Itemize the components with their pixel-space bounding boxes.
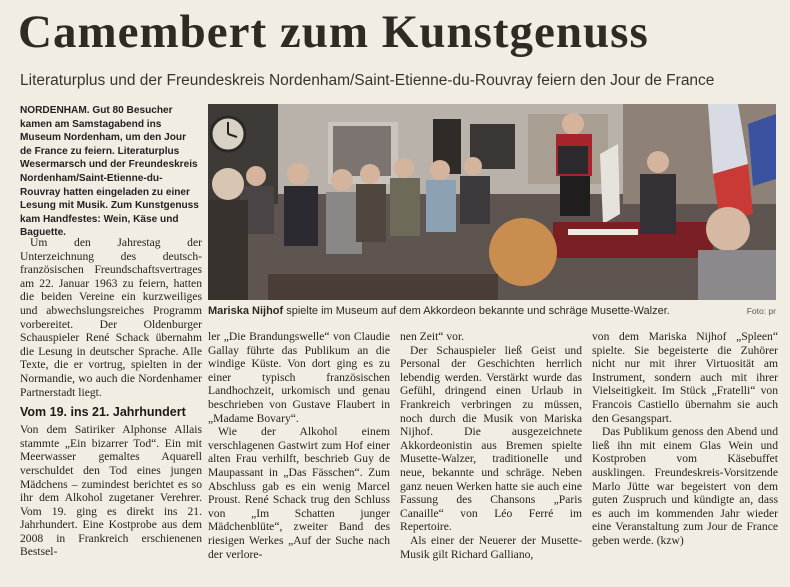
body-paragraph: Von dem Satiriker Alphonse Allais stammte „Ein bizarrer Tod“. Ein mit Meerwasser gemaltes Aquarell verschuldet den Tod eines jungen Mädchens – zumindest berichtet es so ihr dem Alkohol zugetaner Verehrer. Vom 19. ging es direkt ins 21. Jahrhundert. Eine Kostprobe aus dem 2008 in Frankreich erschienenen Bestsel- — [20, 423, 202, 559]
body-paragraph: von dem Mariska Nijhof „Spleen“ spielte. Sie begeisterte die Zuhörer nicht nur mit ihrer Virtuosität am Instrument, sondern auch mit ihrer Vielseitigkeit. Im Stück „Fratelli“ von Francois Castiello übernahm sie auch den Gesangspart. — [592, 330, 778, 425]
caption-text: spielte im Museum auf dem Akkordeon bekannte und schräge Musette-Walzer. — [283, 305, 670, 317]
caption-name: Mariska Nijhof — [208, 305, 284, 317]
body-paragraph: ler „Die Brandungswelle“ von Claudie Gallay führte das Publikum an die windige Küste. Von dort ging es zu einer typisch französischen Landhochzeit, urkomisch und genau beschrieben von Gustave Flaubert in „Madame Bovary“. — [208, 330, 390, 425]
body-paragraph: Das Publikum genoss den Abend und ließ ihn mit einem Glas Wein und Kostproben vom Käsebuffet ausklingen. Freundeskreis-Vorsitzende Marlo Jütte war begeistert von dem guten Zuspruch und kündigte an, dass es auch im kommenden Jahr wieder eine Veranstaltung zum Jour de France geben werde. (kzw) — [592, 425, 778, 547]
photo-credit: Foto: pr — [746, 306, 776, 316]
subheadline: Literaturplus und der Freundeskreis Nordenham/Saint-Etienne-du-Rouvray feiern den Jour de France — [20, 72, 715, 89]
concert-photo — [208, 104, 776, 300]
body-paragraph: nen Zeit“ vor. — [400, 330, 465, 343]
body-paragraph: Der Schauspieler ließ Geist und Personal der Geschichten herrlich lebendig werden. Verstärkt wurde das Gefühl, dringend einen Urlaub in Frankreich verbringen zu müssen, noch durch die Musik von Mariska Nijhof. Die ausgezeichnete Akkordeonistin aus Bremen spielte Musette-Walzer, traditionelle und neue, bekannte und schräge. Neben ganz neuen Werken hatte sie auch eine Fassung des Chansons „Paris Canaille“ von Léo Ferré im Repertoire. — [400, 343, 582, 534]
body-paragraph: Wie der Alkohol einem verschlagenen Gastwirt zum Hof einer alten Frau verhilft, beschrieb Guy de Maupassant in „Das Fässchen“. Zum Abschluss gab es ein wenig Marcel Proust. René Schack trug den Schluss von „Im Schatten junger Mädchenblüte“, zweiter Band des riesigen Werkes „Auf der Suche nach der verlore- — [208, 425, 390, 561]
column-3 — [400, 330, 582, 561]
intro-paragraph: NORDENHAM. Gut 80 Besucher kamen am Samstagabend ins Museum Nordenham, um den Jour de France zu feiern. Literaturplus Wesermarsch und der Freundeskreis Nordenham/Saint-Etienne-du-Rouvray hatten eingeladen zu einer Lesung mit Musik. Zum Kunstgenuss kam Handfestes: Wein, Käse und Baguette. — [20, 105, 199, 239]
photo-caption — [208, 304, 776, 318]
column-2 — [208, 330, 390, 561]
section-subtitle: Vom 19. ins 21. Jahrhundert — [20, 405, 186, 420]
column-4 — [592, 330, 778, 548]
article-photo — [208, 104, 776, 300]
body-paragraph: Als einer der Neuerer der Musette-Musik gilt Richard Galliano, — [400, 533, 582, 561]
body-paragraph: Um den Jahrestag der Unterzeichnung des deutsch-französischen Freundschaftsvertrages am 22. Januar 1963 zu feiern, hatten die beiden Vereine ein kurzweiliges und abwechslungsreiches Programm vorbereitet. Der Oldenburger Schauspieler René Schack übernahm die Lesung in deutscher Sprache. Alle Texte, die er vortrug, spielten in der Normandie, wo auch die Nordenhamer Partnerstadt liegt. — [20, 236, 202, 399]
headline: Camembert zum Kunstgenuss — [18, 6, 649, 58]
column-1 — [20, 236, 202, 559]
